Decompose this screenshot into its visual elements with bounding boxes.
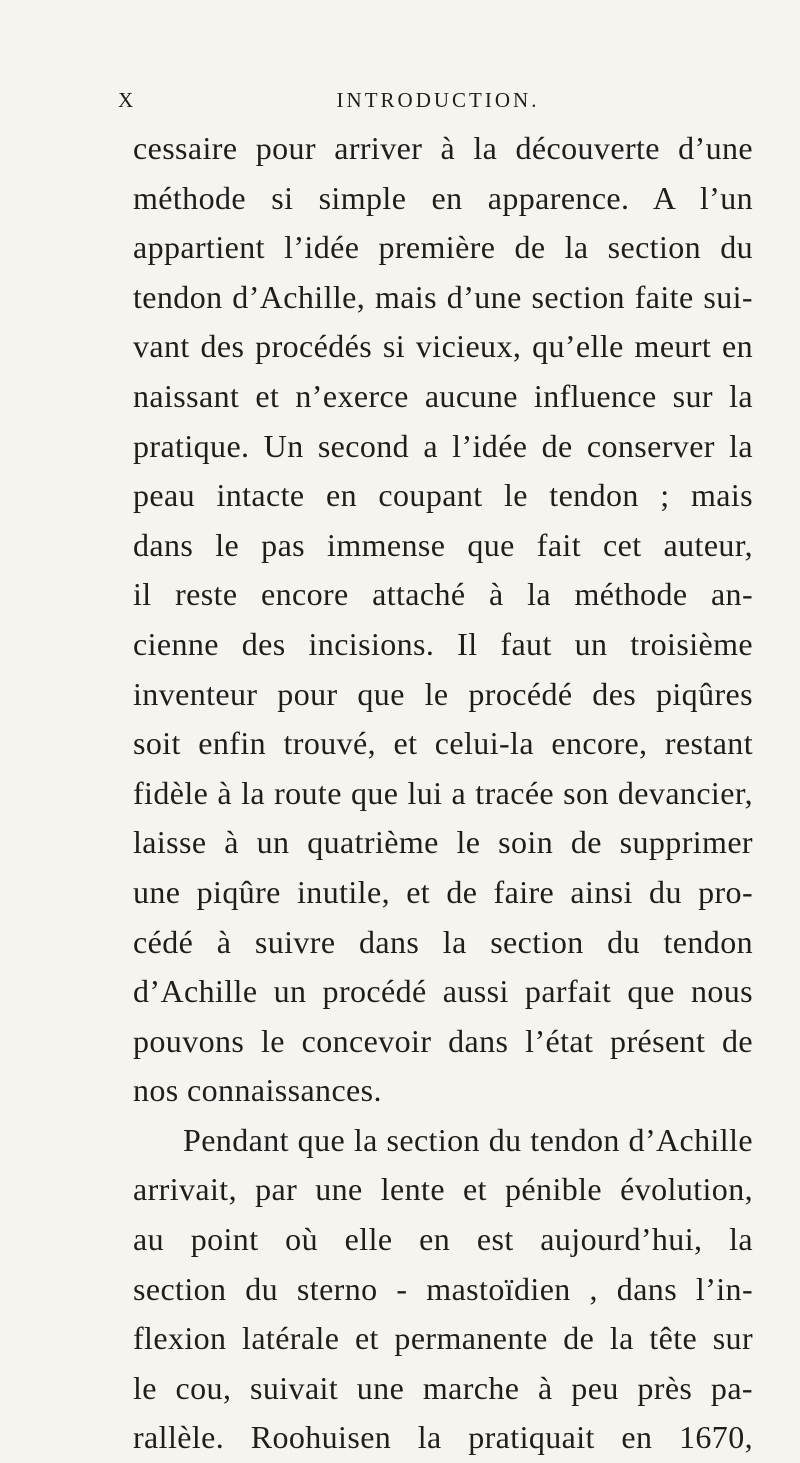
text-line: il reste encore attaché à la méthode an- [133, 576, 753, 613]
paragraph-end-line: nos connaissances. [133, 1072, 382, 1109]
text-line: cédé à suivre dans la section du tendon [133, 923, 753, 960]
text-line: le cou, suivait une marche à peu près pa- [133, 1369, 753, 1406]
text-line: soit enfin trouvé, et celui-la encore, restant [133, 725, 753, 762]
page-number: X [118, 88, 135, 112]
text-line: au point où elle en est aujourd’hui, la [133, 1221, 753, 1258]
text-line: arrivait, par une lente et pénible évolution, [133, 1171, 753, 1208]
text-line: dans le pas immense que fait cet auteur, [133, 526, 753, 563]
text-line: inventeur pour que le procédé des piqûres [133, 675, 753, 712]
text-line: naissant et n’exerce aucune influence sur la [133, 377, 753, 414]
text-line: laisse à un quatrième le soin de supprimer [133, 824, 753, 861]
text-line: méthode si simple en apparence. A l’un [133, 179, 753, 216]
text-line: pouvons le concevoir dans l’état présent de [133, 1022, 753, 1059]
text-line: peau intacte en coupant le tendon ; mais [133, 477, 753, 514]
text-line: flexion latérale et permanente de la tête sur [133, 1320, 753, 1357]
running-head [118, 88, 758, 118]
text-line: une piqûre inutile, et de faire ainsi du pro- [133, 873, 753, 910]
text-line: rallèle. Roohuisen la pratiquait en 1670, [133, 1419, 753, 1456]
paragraph-start-line: Pendant que la section du tendon d’Achille [183, 1121, 753, 1158]
body-text [133, 124, 753, 1463]
text-line: section du sterno - mastoïdien , dans l’in- [133, 1270, 753, 1307]
text-line: tendon d’Achille, mais d’une section faite sui- [133, 278, 753, 315]
text-line: cienne des incisions. Il faut un troisième [133, 625, 753, 662]
running-title: INTRODUCTION. [336, 88, 540, 112]
text-line: fidèle à la route que lui a tracée son devancier, [133, 774, 753, 811]
text-line: pratique. Un second a l’idée de conserver la [133, 427, 753, 464]
text-line: d’Achille un procédé aussi parfait que nous [133, 973, 753, 1010]
text-line: vant des procédés si vicieux, qu’elle meurt en [133, 328, 753, 365]
text-line: appartient l’idée première de la section du [133, 229, 753, 266]
text-line: cessaire pour arriver à la découverte d’une [133, 130, 753, 166]
